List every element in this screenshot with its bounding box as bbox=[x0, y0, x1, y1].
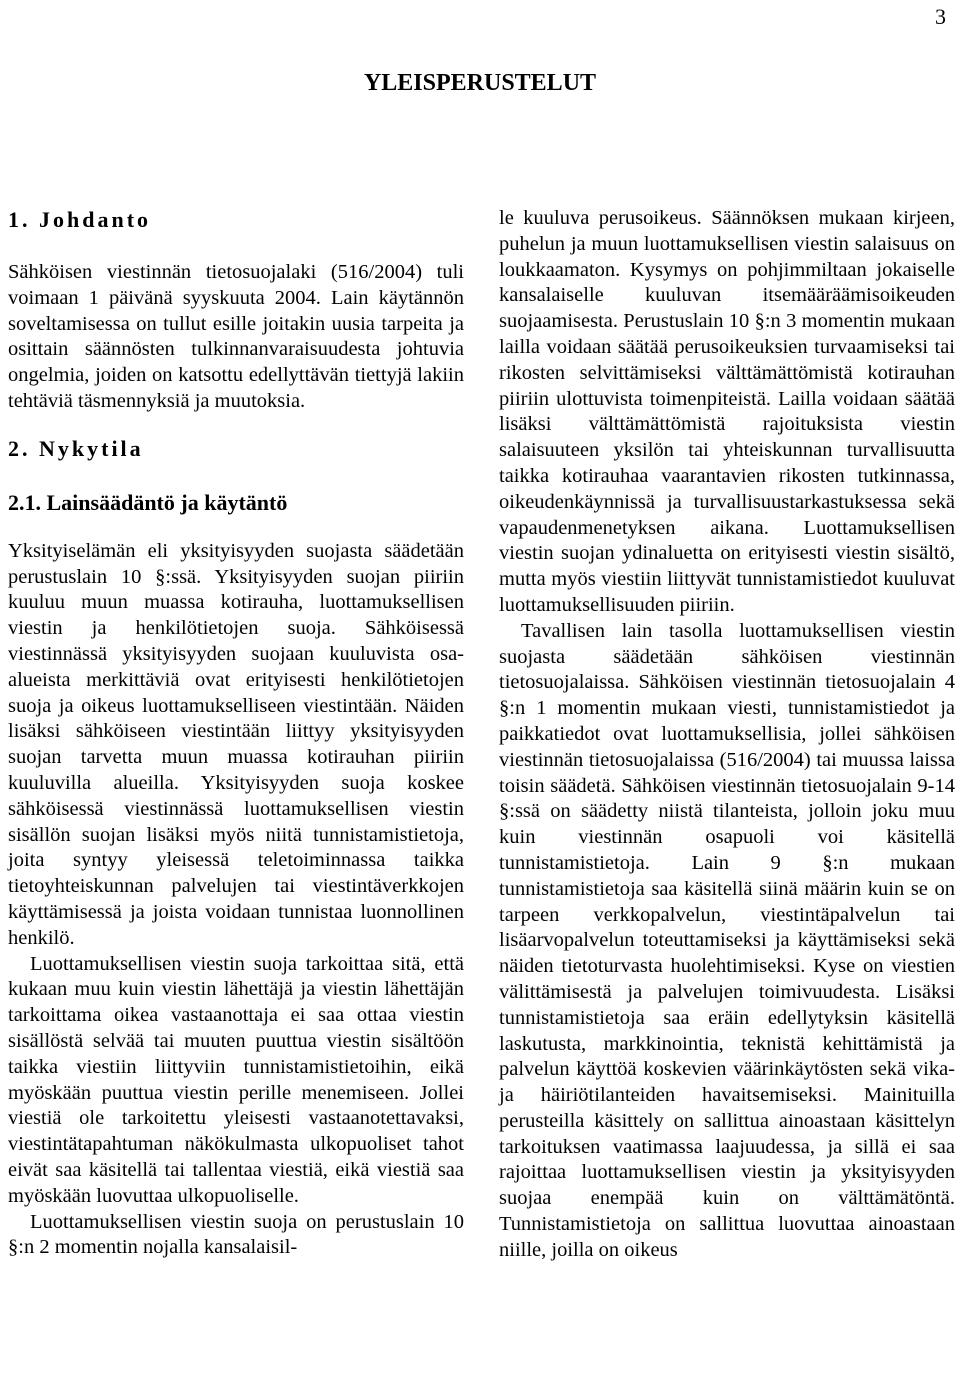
subsection-heading-legislation: 2.1. Lainsäädäntö ja käytäntö bbox=[8, 489, 288, 515]
body-paragraph: le kuuluva perusoikeus. Säännöksen mukaan kirjeen, puhelun ja muun luottamuksellisen viestin salaisuus on loukkaamaton. Kysymys on pohjimmiltaan jokaiselle kansalaiselle kuuluvan itsemääräämisoikeuden suojaamisesta. Perustuslain 10 §:n 3 momentin mukaan lailla voidaan säätää perusoikeuksien turvaamiseksi tai rikosten selvittämiseksi välttämättömistä kotirauhan piiriin ulottuvista toimenpiteistä. Lailla voidaan säätää lisäksi välttämättömistä rajoituksista viestin salaisuuteen yksilön tai yhteiskunnan turvallisuutta taikka kotirauhaa vaarantavien rikosten tutkinnassa, oikeudenkäynnissä ja turvallisuustarkastuksessa sekä vapaudenmenetyksen aikana. Luottamuksellisen viestin suojan ydinaluetta on erityisesti viestin sisältö, mutta myös viestiin liittyvät tunnistamistiedot kuuluvat luottamuksellisuuden piiriin. bbox=[499, 207, 955, 616]
page-number: 3 bbox=[935, 4, 946, 29]
page-title: YLEISPERUSTELUT bbox=[363, 70, 597, 96]
body-paragraph: Yksityiselämän eli yksityisyyden suojasta säädetään perustuslain 10 §:ssä. Yksityisyyden suojan piiriin kuuluu muun muassa kotirauha, luottamuksellisen viestin ja henkilötietojen suoja. Sähköisessä viestinnässä yksityisyyden suojaan kuuluvista osa-alueista merkittäviä ovat erityisesti henkilötietojen suoja ja oikeus luottamukselliseen viestintään. Näiden lisäksi sähköiseen viestintään liittyy yksityisyyden suojan tarvetta muun muassa kotirauhan piiriin kuuluvilla alueilla. Yksityisyyden suoja koskee sähköisessä viestinnässä luottamuksellisen viestin sisällön suojan lisäksi myös niitä tunnistamistietoja, joita syntyy yleisessä teletoiminnassa taikka tietoyhteiskunnan palvelujen tai viestintäverkkojen käyttämisessä ja joista voidaan tunnistaa luonnollinen henkilö. bbox=[8, 539, 464, 949]
introduction-paragraph: Sähköisen viestinnän tietosuojalaki (516/2004) tuli voimaan 1 päivänä syyskuuta 2004. Lain käytännön soveltamisessa on tullut esille joitakin uusia tarpeita ja osittain säännösten tulkinnanvaraisuudesta johtuvia ongelmia, joiden on katsottu edellyttävän tiettyjä lakiin tehtäviä täsmennyksiä ja muutoksia. bbox=[8, 261, 464, 412]
body-paragraph: Tavallisen lain tasolla luottamuksellisen viestin suojasta säädetään sähköisen viestinnän tietosuojalaissa. Sähköisen viestinnän tietosuojalain 4 §:n 1 momentin mukaan viesti, tunnistamistiedot ja paikkatiedot ovat luottamuksellisia, jollei sähköisen viestinnän tietosuojalaissa (516/2004) tai muussa laissa toisin säädetä. Sähköisen viestinnän tietosuojalain 9-14 §:ssä on säädetty niistä tilanteista, jolloin joku muu kuin viestinnän osapuoli voi käsitellä tunnistamistietoja. Lain 9 §:n mukaan tunnistamistietoja saa käsitellä siinä määrin kuin se on tarpeen verkkopalvelun, viestintäpalvelun tai lisäarvopalvelun toteuttamiseksi ja käyttämiseksi sekä näiden tietoturvasta huolehtimiseksi. Kyse on viestien välittämisestä ja palvelujen toimivuudesta. Lisäksi tunnistamistietoja saa eräin edellytyksin käsitellä laskutusta, markkinointia, teknistä kehittämistä ja palvelun käyttöä koskevien väärinkäytösten sekä vika- ja häiriötilanteiden havaitsemiseksi. Mainituilla perusteilla käsittely on sallittua ainoastaan käsittelyn tarkoituksen vaatimassa laajuudessa, ja sillä ei saa rajoittaa luottamuksellisen viestin ja yksityisyyden suojaa enempää kuin on välttämätöntä. Tunnistamistietoja on sallittua luovuttaa ainoastaan niille, joilla on oikeus bbox=[499, 619, 955, 1261]
body-paragraph: Luottamuksellisen viestin suoja tarkoittaa sitä, että kukaan muu kuin viestin lähettäjä ja viestin lähettäjän tarkoittama oikea vastaanottaja ei saa ottaa viestin sisällöstä selvää tai muuten puuttua viestin sisältöön taikka viestiin liittyviin tunnistamistietoihin, eikä myöskään puuttua viestin perille menemiseen. Jollei viestiä ole tarkoitettu yleisesti vastaanotettavaksi, viestintätapahtuman näkökulmasta ulkopuoliset tahot eivät saa käsitellä tai tallentaa viestiä, eikä viestiä saa myöskään luovuttaa ulkopuoliselle. bbox=[8, 952, 464, 1207]
section-heading-introduction: 1. Johdanto bbox=[8, 207, 152, 232]
left-column bbox=[8, 206, 464, 1261]
section-heading-current-state: 2. Nykytila bbox=[8, 435, 144, 461]
right-column bbox=[499, 206, 955, 1264]
body-paragraph: Luottamuksellisen viestin suoja on perustuslain 10 §:n 2 momentin nojalla kansalaisil- bbox=[8, 1210, 464, 1259]
